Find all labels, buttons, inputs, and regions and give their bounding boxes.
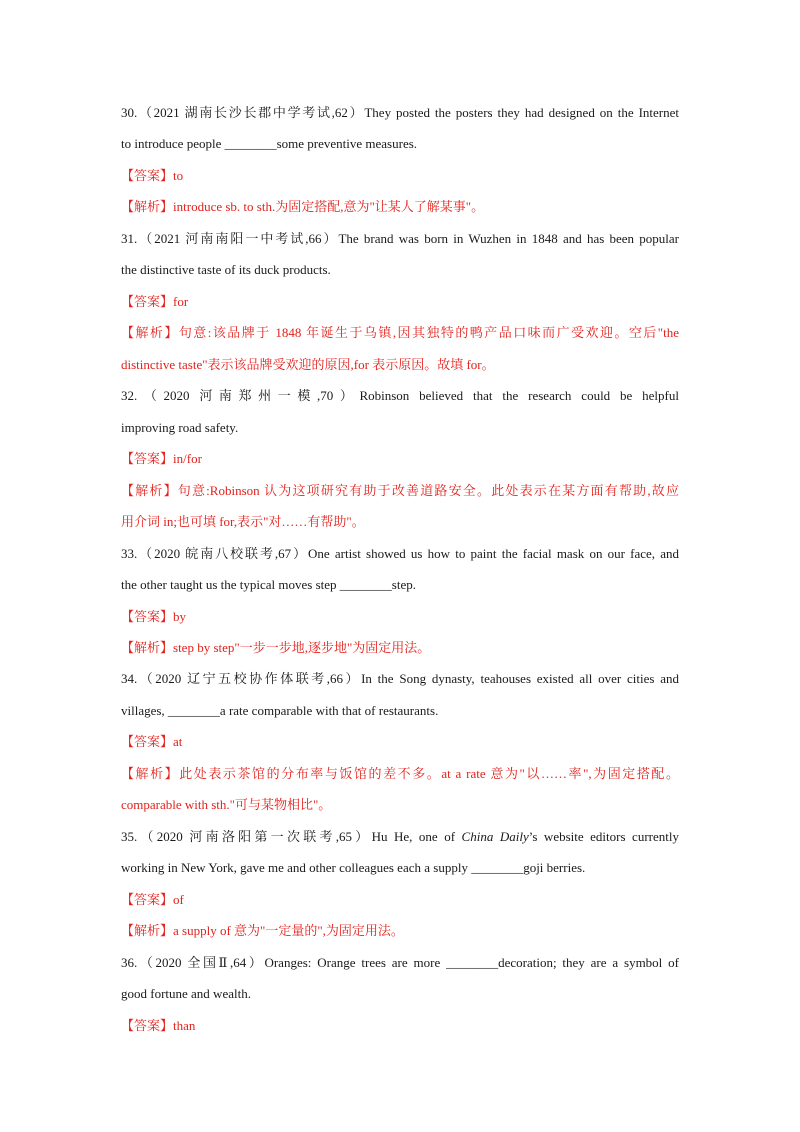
question-stem-line [121, 947, 679, 978]
analysis-text: a supply of 意为"一定量的",为固定用法。 [173, 923, 404, 939]
question-text: villages, ________a rate comparable with that of restaurants. [121, 702, 439, 718]
question-source: （2020 皖南八校联考,67） [137, 545, 309, 561]
question-stem-line [121, 695, 679, 726]
analysis-text: 此处表示茶馆的分布率与饭馆的差不多。at a rate 意为"以……率",为固定搭配。 [179, 765, 679, 781]
question-35 [121, 821, 679, 947]
answer-line [121, 286, 679, 317]
question-text: working in New York, gave me and other colleagues each a supply ________goji berries. [121, 860, 586, 876]
question-stem-line [121, 821, 679, 852]
analysis-line [121, 632, 679, 663]
question-number: 34. [121, 671, 138, 687]
analysis-line [121, 317, 679, 348]
answer-label: 【答案】 [121, 891, 174, 907]
analysis-text: introduce sb. to sth.为固定搭配,意为"让某人了解某事"。 [173, 199, 485, 215]
question-text: Hu He, one of [371, 828, 462, 844]
question-source: （2020 河南郑州一模,70） [137, 388, 360, 404]
question-stem-line [121, 978, 679, 1009]
analysis-text: 句意:Robinson 认为这项研究有助于改善道路安全。此处表示在某方面有帮助,故应 [177, 482, 679, 498]
question-text: to introduce people ________some preventive measures. [121, 136, 418, 152]
analysis-text: distinctive taste"表示该品牌受欢迎的原因,for 表示原因。故填 for。 [121, 356, 495, 372]
answer-line [121, 160, 679, 191]
analysis-line [121, 915, 679, 946]
question-number: 36. [121, 954, 138, 970]
question-text: One artist showed us how to paint the facial mask on our face, and [308, 545, 679, 561]
question-number: 30. [121, 105, 138, 120]
question-source: （2020 全国Ⅱ,64） [137, 954, 265, 970]
question-stem-line [121, 97, 679, 128]
question-stem-line [121, 254, 679, 285]
question-text: In the Song dynasty, teahouses existed all over cities and [361, 671, 679, 687]
question-stem-line [121, 538, 679, 569]
question-stem-line [121, 852, 679, 883]
answer-value: in/for [173, 451, 202, 467]
answer-line [121, 601, 679, 632]
analysis-line [121, 191, 679, 222]
analysis-label: 【解析】 [121, 482, 178, 498]
analysis-line [121, 506, 679, 537]
question-stem-line [121, 128, 679, 159]
analysis-label: 【解析】 [121, 199, 174, 215]
answer-line [121, 443, 679, 474]
analysis-line [121, 349, 679, 380]
question-31 [121, 223, 679, 380]
question-source: （2021 湖南长沙长郡中学考试,62） [137, 105, 365, 120]
question-number: 35. [121, 828, 138, 844]
answer-label: 【答案】 [121, 451, 174, 467]
analysis-line [121, 789, 679, 820]
question-text: The brand was born in Wuzhen in 1848 and has been popular [338, 230, 679, 246]
answer-value: at [173, 734, 183, 750]
question-text: Oranges: Orange trees are more ________decoration; they are a symbol of [264, 954, 679, 970]
question-stem-line [121, 663, 679, 694]
document-body [121, 97, 679, 1041]
answer-value: by [173, 608, 187, 624]
question-33 [121, 538, 679, 664]
answer-label: 【答案】 [121, 734, 174, 750]
analysis-text: comparable with sth."可与某物相比"。 [121, 797, 332, 813]
answer-label: 【答案】 [121, 167, 174, 183]
analysis-line [121, 758, 679, 789]
question-text: the distinctive taste of its duck products. [121, 262, 331, 278]
question-32 [121, 380, 679, 537]
question-text: good fortune and wealth. [121, 986, 251, 1002]
question-number: 32. [121, 388, 138, 404]
question-number: 33. [121, 545, 138, 561]
question-34 [121, 663, 679, 820]
answer-value: than [173, 1017, 196, 1033]
question-text: They posted the posters they had designed on the Internet [364, 105, 679, 120]
question-stem-line [121, 223, 679, 254]
question-stem-line [121, 412, 679, 443]
question-36 [121, 947, 679, 1041]
answer-value: to [173, 167, 184, 183]
question-stem-line [121, 569, 679, 600]
answer-line [121, 884, 679, 915]
answer-line [121, 1010, 679, 1041]
answer-line [121, 726, 679, 757]
analysis-label: 【解析】 [121, 639, 174, 655]
answer-value: for [173, 293, 189, 309]
analysis-line [121, 475, 679, 506]
question-30 [121, 97, 679, 223]
analysis-text: 用介词 in;也可填 for,表示"对……有帮助"。 [121, 514, 365, 530]
question-text: ’s website editors currently [528, 828, 679, 844]
question-stem-line [121, 380, 679, 411]
analysis-label: 【解析】 [121, 923, 174, 939]
answer-label: 【答案】 [121, 293, 174, 309]
analysis-text: step by step"一步一步地,逐步地"为固定用法。 [173, 639, 431, 655]
question-text: Robinson believed that the research could be helpful [359, 388, 679, 404]
question-source: （2021 河南南阳一中考试,66） [137, 230, 339, 246]
question-text: the other taught us the typical moves step ________step. [121, 577, 416, 593]
analysis-text: 句意:该品牌于 1848 年诞生于乌镇,因其独特的鸭产品口味而广受欢迎。空后"the [178, 325, 679, 341]
newspaper-title: China Daily [461, 828, 529, 844]
question-source: （2020 河南洛阳第一次联考,65） [137, 828, 372, 844]
question-source: （2020 辽宁五校协作体联考,66） [137, 671, 362, 687]
answer-label: 【答案】 [121, 608, 174, 624]
question-text: improving road safety. [121, 419, 239, 435]
analysis-label: 【解析】 [121, 765, 180, 781]
answer-value: of [173, 891, 184, 907]
question-number: 31. [121, 230, 138, 246]
analysis-label: 【解析】 [121, 325, 179, 341]
answer-label: 【答案】 [121, 1017, 174, 1033]
